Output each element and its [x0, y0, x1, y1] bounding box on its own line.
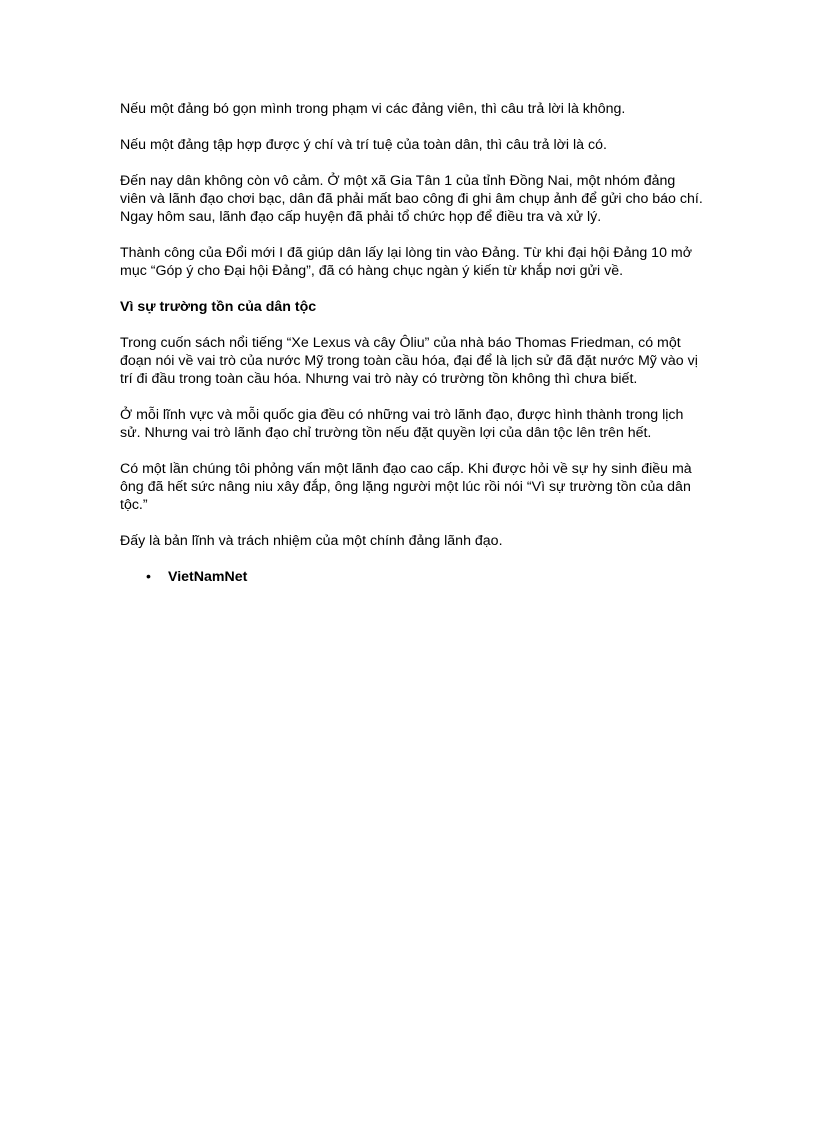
- paragraph: Đến nay dân không còn vô cảm. Ở một xã Gia Tân 1 của tỉnh Đồng Nai, một nhóm đảng viên và lãnh đạo chơi bạc, dân đã phải mất bao công đi ghi âm chụp ảnh để gửi cho báo chí. Ngay hôm sau, lãnh đạo cấp huyện đã phải tổ chức họp để điều tra và xử lý.: [120, 173, 703, 225]
- paragraph: Trong cuốn sách nổi tiếng “Xe Lexus và cây Ôliu” của nhà báo Thomas Friedman, có một đoạn nói về vai trò của nước Mỹ trong toàn cầu hóa, đại để là lịch sử đã đặt nước Mỹ vào vị trí đi đầu trong toàn cầu hóa. Nhưng vai trò này có trường tồn không thì chưa biết.: [120, 335, 698, 387]
- paragraph: Thành công của Đổi mới I đã giúp dân lấy lại lòng tin vào Đảng. Từ khi đại hội Đảng 10 mở mục “Góp ý cho Đại hội Đảng”, đã có hàng chục ngàn ý kiến từ khắp nơi gửi về.: [120, 245, 693, 279]
- paragraph: Đấy là bản lĩnh và trách nhiệm của một chính đảng lãnh đạo.: [120, 533, 503, 549]
- source-list-item: [120, 568, 705, 586]
- paragraph: Ở mỗi lĩnh vực và mỗi quốc gia đều có những vai trò lãnh đạo, được hình thành trong lịch sử. Nhưng vai trò lãnh đạo chỉ trường tồn nếu đặt quyền lợi của dân tộc lên trên hết.: [120, 407, 684, 441]
- paragraph: Nếu một đảng tập hợp được ý chí và trí tuệ của toàn dân, thì câu trả lời là có.: [120, 137, 607, 153]
- source-list: [120, 568, 705, 586]
- document-body: [120, 100, 705, 586]
- paragraph: Nếu một đảng bó gọn mình trong phạm vi các đảng viên, thì câu trả lời là không.: [120, 101, 626, 117]
- section-heading: Vì sự trường tồn của dân tộc: [120, 299, 317, 315]
- bullet-icon: •: [146, 569, 151, 585]
- source-label: VietNamNet: [168, 569, 248, 585]
- paragraph: Có một lần chúng tôi phỏng vấn một lãnh đạo cao cấp. Khi được hỏi về sự hy sinh điều mà ông đã hết sức nâng niu xây đắp, ông lặng người một lúc rồi nói “Vì sự trường tồn của dân tộc.”: [120, 461, 692, 513]
